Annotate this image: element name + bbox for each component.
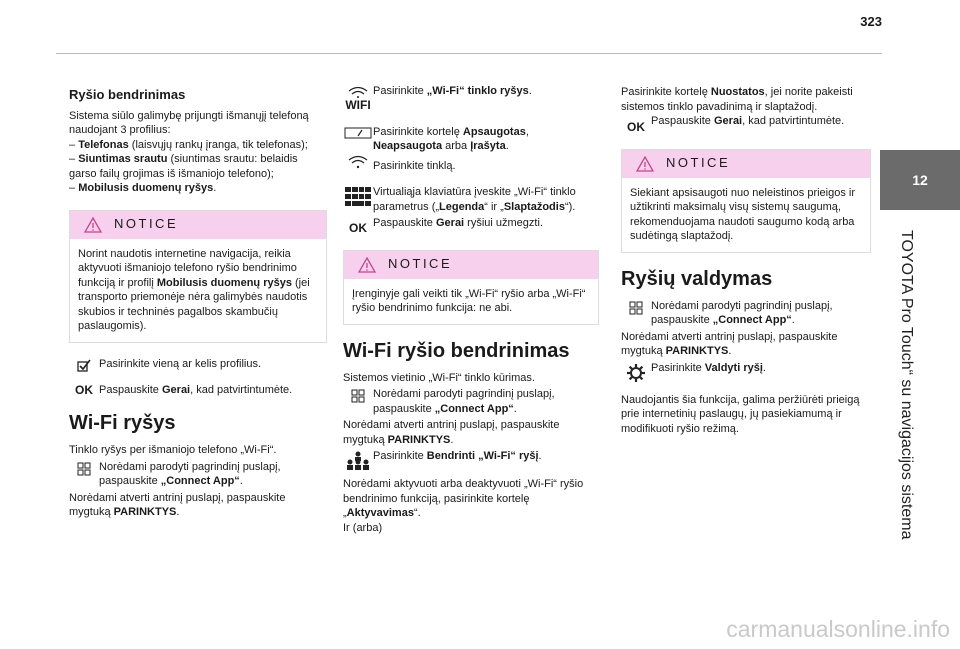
apps-grid-icon <box>77 462 91 476</box>
section-title-ryšio-bendrinimas: Ryšio bendrinimas <box>69 87 186 102</box>
notice-box <box>343 250 599 325</box>
step-row <box>343 84 599 113</box>
step-text: Paspauskite Gerai, kad patvirtintumėte. <box>99 383 293 396</box>
keyboard-icon <box>345 187 371 207</box>
notice-label: NOTICE <box>114 216 179 232</box>
checkbox-icon <box>77 359 91 372</box>
step-row <box>621 299 871 328</box>
step-text: Ir (arba) <box>343 521 383 534</box>
notice-header <box>70 211 326 239</box>
edit-field-icon <box>344 127 372 139</box>
notice-header <box>344 251 598 279</box>
chapter-title-container <box>897 230 917 540</box>
notice-text: Įrenginyje gali veikti tik „Wi-Fi“ ryšio arba „Wi-Fi“ ryšio bendrinimo funkcija: ne abi. <box>352 287 586 314</box>
profile-item: – Mobilusis duomenų ryšys. <box>69 182 217 194</box>
warning-icon <box>84 217 102 233</box>
share-users-icon <box>344 451 372 471</box>
section-title-connection-management: Ryšių valdymas <box>621 267 773 290</box>
apps-grid-icon <box>629 301 643 315</box>
section-intro: Tinklo ryšys per išmaniojo telefono „Wi-Fi“. <box>69 444 277 456</box>
connection-gear-icon <box>626 363 646 383</box>
step-row <box>343 185 599 214</box>
step-text: Norėdami parodyti pagrindinį puslapį, paspauskite „Connect App“. <box>373 388 555 415</box>
watermark: carmanualsonline.info <box>726 616 950 642</box>
apps-grid-icon <box>351 389 365 403</box>
notice-label: NOTICE <box>666 155 731 171</box>
section-title-wifi: Wi-Fi ryšys <box>69 412 176 434</box>
warning-icon <box>636 156 654 172</box>
notice-text: Siekiant apsisaugoti nuo neleistinos prieigos ir užtikrinti maksimalų visų sistemų saugumą, rekomenduojama naudoti saugumo kodą arba sudėtingą slaptažodį. <box>630 186 856 242</box>
step-text: Pasirinkite tinklą. <box>373 159 456 172</box>
notice-box <box>621 149 871 253</box>
section-intro: Sistema siūlo galimybę prijungti išmanųjį telefoną naudojant 3 profilius: <box>69 109 309 136</box>
step-row <box>343 215 599 236</box>
step-text: Norėdami atverti antrinį puslapį, paspauskite mygtuką PARINKTYS. <box>621 330 838 357</box>
section-title-wifi-sharing: Wi-Fi ryšio bendrinimas <box>343 339 570 362</box>
step-text: Pasirinkite vieną ar kelis profilius. <box>99 357 262 370</box>
profile-item: – Siuntimas srautu (siuntimas srautu: belaidis garso failų grojimas iš išmaniojo telefono); <box>69 153 298 180</box>
step-row <box>69 377 327 398</box>
step-row <box>69 357 327 372</box>
step-text: Norėdami atverti antrinį puslapį, paspauskite mygtuką PARINKTYS. <box>343 419 560 446</box>
step-text: Paspauskite Gerai ryšiui užmegzti. <box>373 217 543 229</box>
header-rule <box>56 53 882 54</box>
step-row <box>343 125 599 154</box>
warning-icon <box>358 257 376 273</box>
step-text: Pasirinkite Bendrinti „Wi-Fi“ ryšį. <box>373 450 542 462</box>
wifi-label: WIFI <box>345 98 371 112</box>
step-text: Pasirinkite kortelę Nuostatos, jei norite pakeisti sistemos tinklo pavadinimą ir slaptažodį. <box>621 86 853 113</box>
step-text: Norėdami parodyti pagrindinį puslapį, paspauskite „Connect App“. <box>99 460 281 487</box>
step-row <box>621 361 871 383</box>
page-number: 323 <box>860 14 882 29</box>
step-text: Pasirinkite kortelę Apsaugotas, Neapsaugota arba Įrašyta. <box>373 125 529 152</box>
column-1 <box>69 82 327 520</box>
step-row <box>343 387 599 416</box>
step-row <box>343 153 599 174</box>
column-2 <box>343 82 599 535</box>
section-intro: Sistemos vietinio „Wi-Fi“ tinklo kūrimas. <box>343 371 535 384</box>
column-3 <box>621 82 871 436</box>
step-text: Pasirinkite Valdyti ryšį. <box>651 361 766 374</box>
step-text: Naudojantis šia funkcija, galima peržiūrėti prieigą prie internetinių paslaugų, jų pasiekiamumą ir modifikuoti ryšio režimą. <box>621 393 860 435</box>
chapter-tab: 12 <box>880 150 960 210</box>
notice-text: Norint naudotis internetine navigacija, reikia aktyvuoti išmaniojo telefono ryšio bendrinimo funkciją ir profilį Mobilusis duomenų ryšys (jei transporto priemonėje nėra galimybės naudotis skubios ir techninės pagalbos skambučių paslaugomis). <box>78 247 310 332</box>
chapter-title: TOYOTA Pro Touch“ su navigacijos sistema <box>898 230 915 540</box>
step-row <box>621 114 871 135</box>
notice-header <box>622 150 870 178</box>
step-text: Paspauskite Gerai, kad patvirtintumėte. <box>651 115 845 127</box>
ok-icon: OK <box>349 221 367 235</box>
step-text: Norėdami parodyti pagrindinį puslapį, paspauskite „Connect App“. <box>651 299 833 326</box>
step-text: Virtualiąja klaviatūra įveskite „Wi-Fi“ tinklo parametrus („Legenda“ ir „Slaptažodis“). <box>373 186 576 213</box>
ok-icon: OK <box>627 120 645 134</box>
step-text: Pasirinkite „Wi-Fi“ tinklo ryšys. <box>373 85 532 97</box>
step-row <box>343 449 599 471</box>
profile-item: – Telefonas (laisvųjų rankų įranga, tik telefonas); <box>69 138 308 151</box>
notice-label: NOTICE <box>388 256 453 272</box>
wifi-network-icon <box>347 155 369 169</box>
wifi-icon <box>347 86 369 98</box>
step-text: Norėdami atverti antrinį puslapį, paspauskite mygtuką PARINKTYS. <box>69 491 286 518</box>
notice-box <box>69 210 327 343</box>
step-text: Norėdami aktyvuoti arba deaktyvuoti „Wi-Fi“ ryšio bendrinimo funkciją, pasirinkite kortelę „Aktyvavimas“. <box>343 478 584 519</box>
step-row <box>69 460 327 489</box>
ok-icon: OK <box>75 382 93 397</box>
